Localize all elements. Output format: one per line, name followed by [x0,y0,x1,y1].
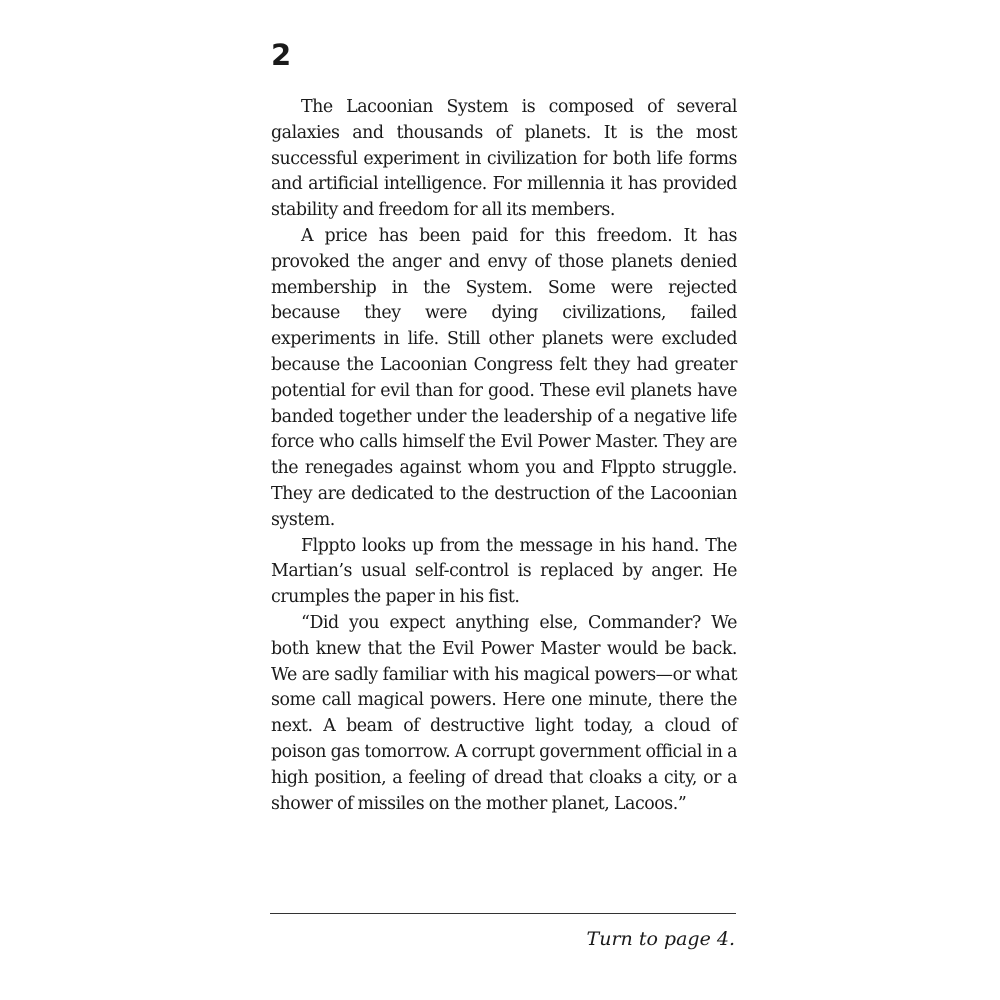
body-text [271,95,737,817]
paragraph: The Lacoonian System is composed of several galaxies and thousands of planets. It is the most successful experiment in civilization for both life forms and artificial intelligence. For millennia it has provided stability and freedom for all its members. [271,97,737,221]
footer-divider [270,913,736,914]
turn-to-page-instruction: Turn to page 4. [586,928,735,950]
page-number: 2 [271,38,292,72]
paragraph: “Did you expect anything else, Commander? We both knew that the Evil Power Master would be back. We are sadly familiar with his magical powers—or what some call magical powers. Here one minute, there the next. A beam of destructive light today, a cloud of poison gas tomorrow. A corrupt government official in a high position, a feeling of dread that cloaks a city, or a shower of missiles on the mother planet, Lacoos.” [271,612,737,814]
paragraph: A price has been paid for this freedom. It has provoked the anger and envy of those planets denied membership in the System. Some were rejected because they were dying civilizations, failed experiments in life. Still other planets were excluded because the Lacoonian Congress felt they had greater potential for evil than for good. These evil planets have banded together under the leadership of a negative life force who calls himself the Evil Power Master. They are the renegades against whom you and Flppto struggle. They are dedicated to the destruction of the Lacoonian system. [271,225,737,530]
paragraph: Flppto looks up from the message in his hand. The Martian’s usual self-control is replaced by anger. He crumples the paper in his fist. [271,535,737,608]
